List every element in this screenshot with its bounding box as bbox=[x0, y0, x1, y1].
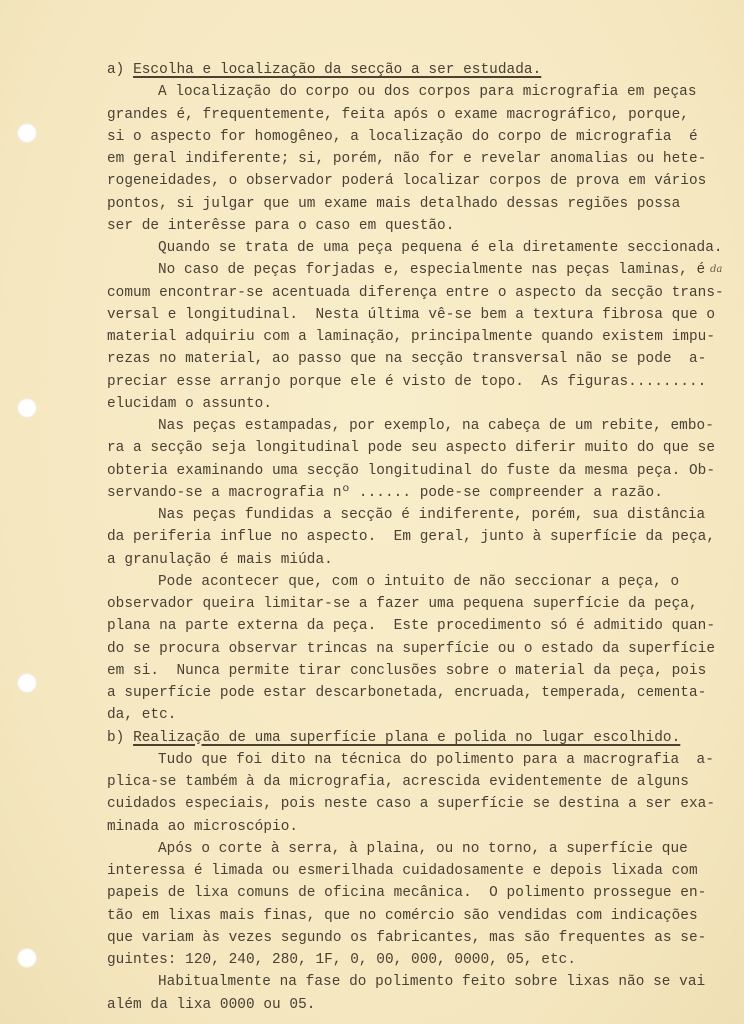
text-line: material adquiriu com a laminação, principalmente quando existem impu- bbox=[107, 329, 716, 345]
text-line: grandes é, frequentemente, feita após o exame macrográfico, porque, bbox=[107, 106, 689, 123]
typewritten-body bbox=[107, 59, 737, 1016]
text-line: Tudo que foi dito na técnica do polimento para a macrografia a- bbox=[158, 751, 714, 768]
text-line: que variam às vezes segundo os fabricantes, mas são frequentes as se- bbox=[107, 929, 707, 946]
text-line: em geral indiferente; si, porém, não for e revelar anomalias ou hete- bbox=[107, 151, 707, 167]
text-line: Nas peças estampadas, por exemplo, na cabeça de um rebite, embo- bbox=[158, 418, 714, 434]
section-title: Realização de uma superfície plana e polida no lugar escolhido. bbox=[133, 729, 681, 746]
text-line: A localização do corpo ou dos corpos para micrografia em peças bbox=[158, 84, 697, 101]
text-line: si o aspecto for homogêneo, a localização do corpo de micrografia é bbox=[107, 128, 698, 145]
section-label: b) bbox=[107, 729, 134, 746]
text-line: papeis de lixa comuns de oficina mecânica. O polimento prossegue en- bbox=[107, 885, 707, 902]
text-line: rezas no material, ao passo que na secção transversal não se pode a- bbox=[107, 351, 707, 368]
text-line: interessa é limada ou esmerilhada cuidadosamente e depois lixada com bbox=[107, 863, 698, 879]
text-line: Pode acontecer que, com o intuito de não seccionar a peça, o bbox=[158, 573, 680, 590]
text-line: ra a secção seja longitudinal pode seu aspecto diferir muito do que se bbox=[107, 440, 716, 457]
text-line: cuidados especiais, pois neste caso a superfície se destina a ser exa- bbox=[107, 796, 716, 813]
text-line: versal e longitudinal. Nesta última vê-se bem a textura fibrosa que o bbox=[107, 306, 716, 323]
text-line: plica-se também à da micrografia, acrescida evidentemente de alguns bbox=[107, 774, 689, 790]
section-label: a) bbox=[107, 62, 134, 78]
text-line: da periferia influe no aspecto. Em geral, junto à superfície da peça, bbox=[107, 529, 716, 546]
punch-hole bbox=[17, 673, 37, 693]
text-line: minada ao microscópio. bbox=[107, 818, 299, 835]
text-line: rogeneidades, o observador poderá localizar corpos de prova em vários bbox=[107, 173, 707, 190]
section-heading bbox=[107, 727, 680, 749]
text-line: pontos, si julgar que um exame mais detalhado dessas regiões possa bbox=[107, 195, 681, 212]
text-line: plana na parte externa da peça. Este procedimento só é admitido quan- bbox=[107, 618, 716, 635]
section-title: Escolha e localização da secção a ser estudada. bbox=[133, 62, 542, 78]
text-line: Após o corte à serra, à plaina, ou no torno, a superfície que bbox=[158, 840, 688, 857]
text-line: elucidam o assunto. bbox=[107, 395, 273, 412]
text-line: preciar esse arranjo porque ele é visto de topo. As figuras......... bbox=[107, 373, 707, 390]
text-line: da, etc. bbox=[107, 707, 177, 724]
handwritten-correction: da bbox=[710, 264, 723, 275]
text-line: comum encontrar-se acentuada diferença entre o aspecto da secção trans- bbox=[107, 284, 724, 301]
text-line: Quando se trata de uma peça pequena é ela diretamente seccionada. bbox=[158, 240, 723, 256]
text-line: do se procura observar trincas na superfície ou o estado da superfície bbox=[107, 640, 716, 657]
text-line: No caso de peças forjadas e, especialmente nas peças laminas, é bbox=[158, 262, 706, 279]
section-heading bbox=[107, 59, 541, 81]
text-line: servando-se a macrografia nº ...... pode-se compreender a razão. bbox=[107, 484, 663, 501]
text-line: a superfície pode estar descarbonetada, encruada, temperada, cementa- bbox=[107, 685, 707, 701]
text-line: tão em lixas mais finas, que no comércio são vendidas com indicações bbox=[107, 907, 698, 924]
text-line: ser de interêsse para o caso em questão. bbox=[107, 217, 455, 234]
punch-hole bbox=[17, 123, 37, 143]
text-line: em si. Nunca permite tirar conclusões sobre o material da peça, pois bbox=[107, 662, 707, 679]
punch-hole bbox=[17, 948, 37, 968]
punch-hole bbox=[17, 398, 37, 418]
text-line: além da lixa 0000 ou 05. bbox=[107, 996, 316, 1013]
text-line: observador queira limitar-se a fazer uma pequena superfície da peça, bbox=[107, 596, 698, 612]
text-line: a granulação é mais miúda. bbox=[107, 551, 333, 568]
text-line: Habitualmente na fase do polimento feito sobre lixas não se vai bbox=[158, 974, 706, 991]
text-line: Nas peças fundidas a secção é indiferente, porém, sua distância bbox=[158, 507, 706, 523]
text-line: guintes: 120, 240, 280, 1F, 0, 00, 000, 0000, 05, etc. bbox=[107, 952, 577, 968]
text-line: obteria examinando uma secção longitudinal do fuste da mesma peça. Ob- bbox=[107, 462, 716, 479]
